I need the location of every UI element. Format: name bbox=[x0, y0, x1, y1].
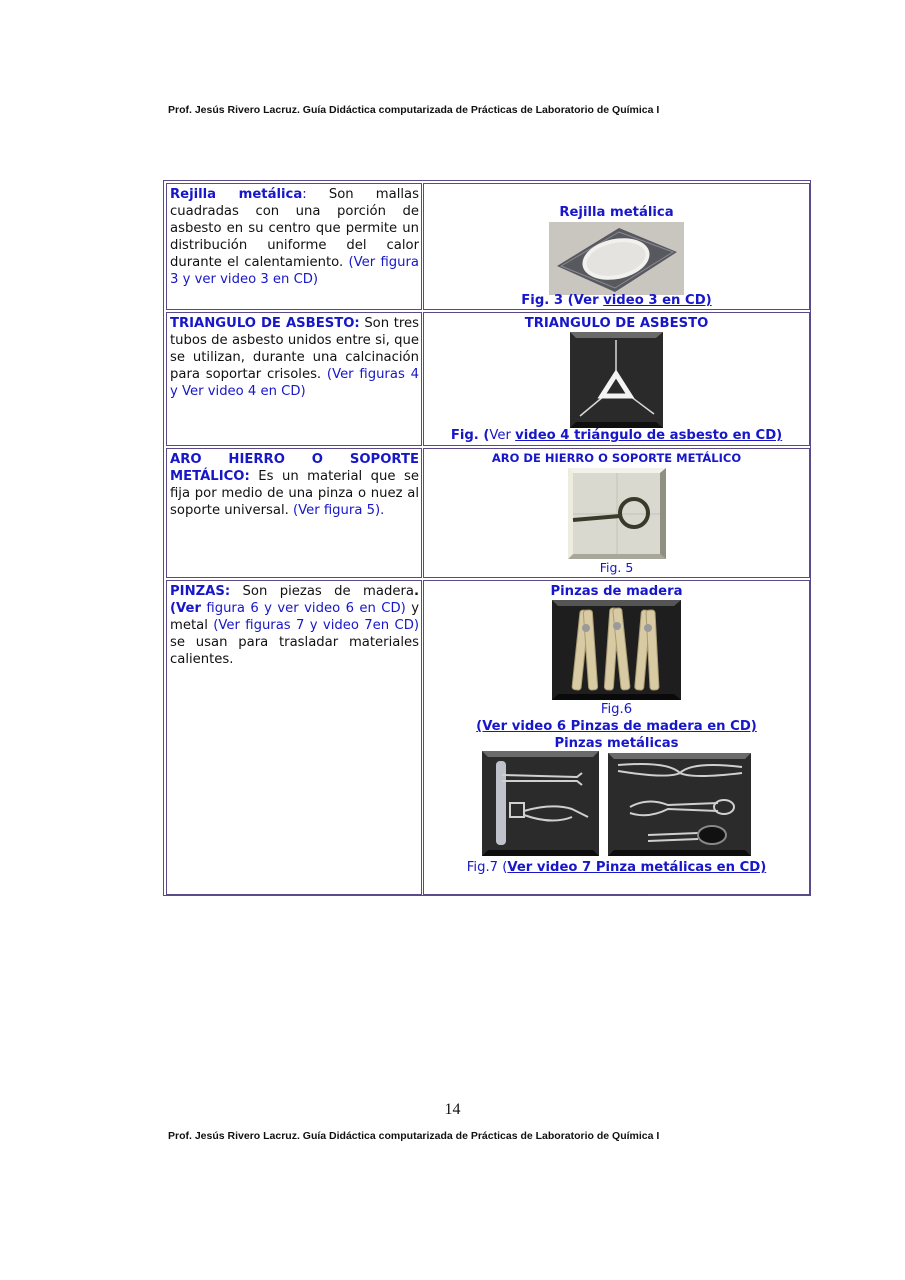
fig4-caption bbox=[424, 427, 809, 444]
desc-pinzas-1: Son piezas de madera bbox=[230, 584, 414, 599]
title-pinzas-madera: Pinzas de madera bbox=[550, 584, 683, 599]
wire-gauze-image bbox=[549, 222, 684, 295]
materials-table bbox=[163, 180, 811, 896]
row-pinzas-figure bbox=[423, 580, 810, 895]
fig3-prefix: Fig. 3 (Ver bbox=[521, 293, 604, 308]
desc-aro: Es un material que se fija por medio de una pinza o nuez al soporte universal. bbox=[170, 469, 419, 518]
row-rejilla-figure bbox=[423, 183, 810, 310]
video7-link[interactable]: Ver video 7 Pinza metálicas en CD) bbox=[507, 860, 767, 875]
fig5-caption: Fig. 5 bbox=[599, 560, 634, 575]
fig3-caption bbox=[424, 292, 809, 309]
wooden-tongs-image bbox=[552, 600, 681, 700]
fig7-prefix: Fig.7 ( bbox=[466, 860, 508, 875]
page-number: 14 bbox=[444, 1101, 461, 1118]
row-aro-description bbox=[166, 448, 422, 578]
term-aro: ARO HIERRO O SOPORTE METÁLICO: bbox=[170, 452, 419, 484]
ref-pinzas-1a[interactable]: (Ver bbox=[170, 601, 201, 616]
triangle-image bbox=[570, 332, 663, 428]
title-rejilla: Rejilla metálica bbox=[559, 205, 674, 220]
fig4-mid: Ver bbox=[489, 428, 516, 443]
fig4-prefix: Fig. ( bbox=[450, 428, 490, 443]
row-triangulo-figure bbox=[423, 312, 810, 446]
ref-pinzas-2[interactable]: (Ver figuras 7 y video 7en CD) bbox=[207, 618, 419, 633]
ref-aro[interactable]: (Ver figura 5). bbox=[288, 503, 385, 518]
video3-link[interactable]: video 3 en CD) bbox=[603, 293, 712, 308]
video4-link[interactable]: video 4 triángulo de asbesto en CD) bbox=[515, 428, 783, 443]
metal-tongs-image-2 bbox=[608, 753, 751, 856]
term-pinzas: PINZAS: bbox=[170, 584, 231, 599]
ref-pinzas-1b[interactable]: figura 6 y ver video 6 en CD) bbox=[200, 601, 406, 616]
title-pinzas-metalicas: Pinzas metálicas bbox=[554, 736, 679, 751]
desc-pinzas-3: se usan para trasladar materiales calientes. bbox=[170, 635, 419, 667]
desc-pinzas-dot: . bbox=[413, 584, 419, 599]
metal-tongs-image-1 bbox=[482, 751, 599, 856]
page-header: Prof. Jesús Rivero Lacruz. Guía Didáctica computarizada de Prácticas de Laboratorio de Química I bbox=[168, 104, 660, 116]
desc-rejilla: Son mallas cuadradas con una porción de asbesto en su centro que permite un distribución uniforme del calor durante el calentamiento. bbox=[170, 187, 419, 270]
iron-ring-image bbox=[568, 468, 666, 559]
term-triangulo: TRIANGULO DE ASBESTO: bbox=[170, 316, 360, 331]
ref-rejilla[interactable]: (Ver figura 3 y ver video 3 en CD) bbox=[170, 255, 419, 287]
row-pinzas-description bbox=[166, 580, 422, 895]
row-rejilla-description bbox=[166, 183, 422, 310]
title-aro: ARO DE HIERRO O SOPORTE METÁLICO bbox=[491, 451, 742, 465]
term-rejilla: Rejilla metálica bbox=[170, 187, 303, 202]
fig7-caption bbox=[424, 859, 809, 876]
title-triangulo: TRIANGULO DE ASBESTO bbox=[524, 316, 709, 331]
desc-triangulo: Son tres tubos de asbesto unidos entre si, que se utilizan, durante una calcinación para soportar crisoles. bbox=[170, 316, 420, 382]
term-rejilla-sep: : bbox=[302, 187, 307, 202]
ref-triangulo[interactable]: (Ver figuras 4 y Ver video 4 en CD) bbox=[170, 367, 419, 399]
row-aro-figure bbox=[423, 448, 810, 578]
row-triangulo-description bbox=[166, 312, 422, 446]
page-footer: Prof. Jesús Rivero Lacruz. Guía Didáctica computarizada de Prácticas de Laboratorio de Química I bbox=[168, 1130, 660, 1142]
fig6-caption: Fig.6 bbox=[600, 702, 633, 717]
video6-link[interactable]: (Ver video 6 Pinzas de madera en CD) bbox=[476, 719, 757, 734]
desc-pinzas-2: y metal bbox=[170, 601, 420, 633]
